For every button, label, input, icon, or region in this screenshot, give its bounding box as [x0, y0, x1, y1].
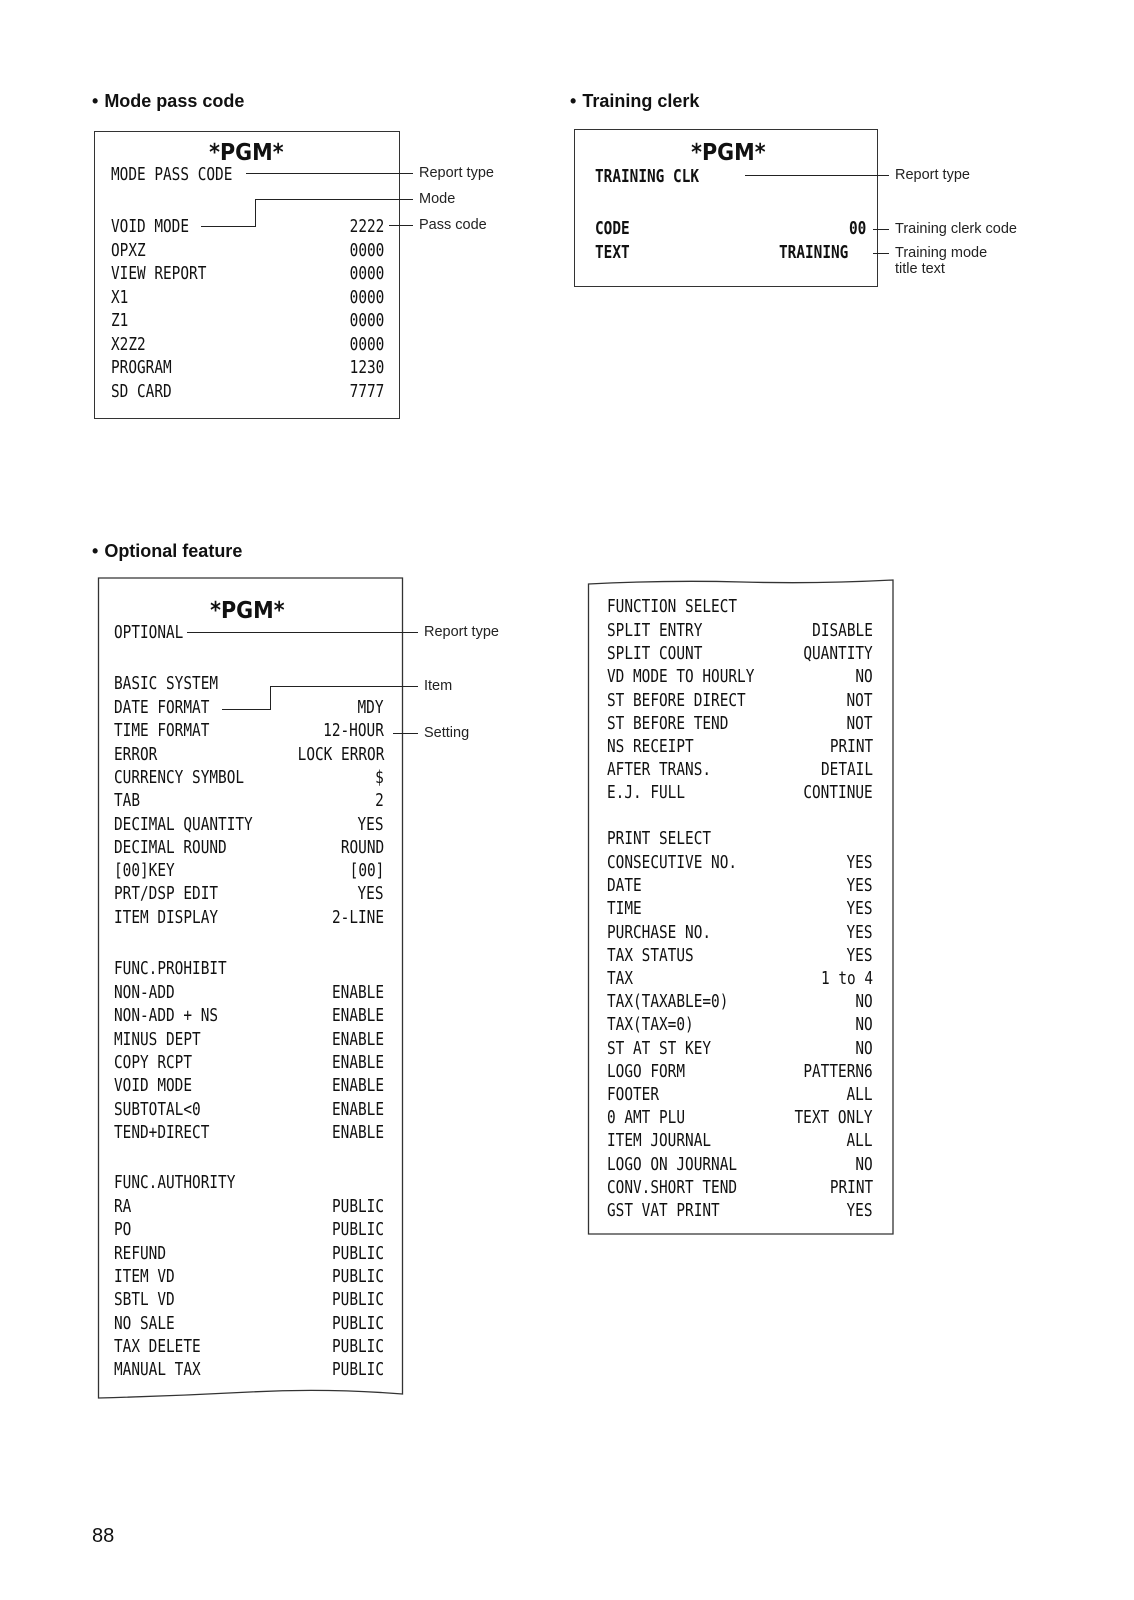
- row-value: QUANTITY: [803, 643, 873, 665]
- row-value: 0000: [349, 263, 384, 284]
- row-label: VIEW REPORT: [111, 263, 207, 284]
- receipt-row: [114, 882, 384, 905]
- row-label: FOOTER: [607, 1084, 660, 1105]
- row-label: CONSECUTIVE NO.: [607, 852, 738, 873]
- row-label: TAX STATUS: [607, 944, 694, 966]
- row-value: 1 to 4: [820, 968, 873, 989]
- receipt-row: [607, 781, 873, 804]
- row-label: NS RECEIPT: [607, 736, 694, 757]
- training-code-label: CODE: [595, 218, 630, 239]
- training-text-label: TEXT: [595, 242, 630, 263]
- receipt-row: [114, 1312, 384, 1335]
- row-label: ERROR: [114, 743, 158, 765]
- annotation-pass-code: Pass code: [419, 217, 487, 233]
- row-value: ENABLE: [331, 1005, 384, 1027]
- receipt-row: [607, 689, 873, 712]
- row-label: PRT/DSP EDIT: [114, 883, 219, 905]
- row-value: 0000: [349, 286, 384, 308]
- row-label: SUBTOTAL<0: [114, 1098, 201, 1120]
- row-label: MINUS DEPT: [114, 1028, 201, 1050]
- row-value: PATTERN6: [803, 1060, 873, 1082]
- row-label: SBTL VD: [114, 1289, 175, 1311]
- row-label: VOID MODE: [111, 216, 190, 237]
- row-value: YES: [846, 852, 873, 873]
- row-label: VOID MODE: [114, 1075, 193, 1097]
- print-select-title: PRINT SELECT: [607, 828, 712, 849]
- row-label: E.J. FULL: [607, 782, 686, 804]
- row-label: DATE FORMAT: [114, 697, 210, 718]
- training-code-value: 00: [849, 218, 867, 239]
- row-value: NOT: [846, 712, 873, 734]
- pgm-title: *PGM*: [209, 140, 284, 166]
- basic-system-title: BASIC SYSTEM: [114, 673, 219, 694]
- row-value: MDY: [357, 697, 384, 718]
- row-label: TIME FORMAT: [114, 720, 210, 742]
- annotation-setting: Setting: [424, 725, 470, 741]
- receipt-row: [607, 1013, 873, 1036]
- row-value: ENABLE: [331, 982, 384, 1003]
- receipt-row: [114, 836, 384, 859]
- receipt-row: [114, 1121, 384, 1144]
- receipt-row: [607, 1176, 873, 1199]
- receipt-row: [607, 1153, 873, 1176]
- row-label: DECIMAL QUANTITY: [114, 813, 253, 835]
- receipt-row: [114, 766, 384, 789]
- row-label: 0 AMT PLU: [607, 1107, 686, 1129]
- row-label: Z1: [111, 310, 129, 331]
- row-value: NO: [855, 1153, 873, 1175]
- row-label: TAX: [607, 968, 634, 989]
- row-value: PUBLIC: [331, 1242, 384, 1264]
- row-value: YES: [846, 944, 873, 966]
- row-value: NO: [855, 666, 873, 688]
- row-value: NO: [855, 1014, 873, 1036]
- receipt-row: [607, 619, 873, 642]
- row-label: TAX DELETE: [114, 1335, 201, 1357]
- receipt-row: [114, 743, 384, 766]
- receipt-row: [607, 712, 873, 735]
- row-label: SD CARD: [111, 380, 172, 402]
- row-value: ENABLE: [331, 1121, 384, 1143]
- row-label: NO SALE: [114, 1312, 175, 1334]
- row-label: ITEM JOURNAL: [607, 1130, 712, 1152]
- continuation-receipt: [589, 584, 895, 1234]
- row-label: ST BEFORE TEND: [607, 712, 729, 734]
- row-value: PUBLIC: [331, 1219, 384, 1241]
- row-label: ST AT ST KEY: [607, 1037, 712, 1059]
- row-label: SPLIT ENTRY: [607, 620, 703, 641]
- row-label: [00]KEY: [114, 860, 175, 882]
- optional-report-type: OPTIONAL: [114, 622, 184, 643]
- receipt-row: [111, 239, 384, 262]
- annotation-title-text: Training mode title text: [895, 245, 988, 277]
- row-value: PRINT: [829, 1176, 873, 1198]
- row-value: YES: [846, 875, 873, 897]
- receipt-row: [607, 874, 873, 897]
- receipt-row: [607, 1199, 873, 1222]
- pgm-title: *PGM*: [210, 598, 285, 624]
- row-value: YES: [846, 898, 873, 920]
- row-label: X1: [111, 286, 129, 308]
- receipt-row: [607, 944, 873, 967]
- receipt-row: [111, 309, 384, 332]
- row-label: TAX(TAXABLE=0): [607, 991, 729, 1013]
- row-value: 2222: [349, 216, 384, 237]
- row-label: OPXZ: [111, 239, 146, 261]
- row-label: DATE: [607, 875, 642, 897]
- row-value: YES: [357, 813, 384, 835]
- row-label: VD MODE TO HOURLY: [607, 666, 755, 688]
- receipt-row: [114, 1051, 384, 1074]
- annotation-report-type: Report type: [419, 165, 494, 181]
- row-value: PUBLIC: [331, 1335, 384, 1357]
- receipt-row: [111, 356, 384, 379]
- receipt-row: [114, 1195, 384, 1218]
- row-value: PUBLIC: [331, 1289, 384, 1311]
- receipt-row: [114, 1288, 384, 1311]
- row-value: ENABLE: [331, 1098, 384, 1120]
- row-label: ITEM VD: [114, 1265, 175, 1287]
- annotation-item: Item: [424, 678, 453, 694]
- receipt-row: [114, 906, 384, 929]
- row-value: DETAIL: [820, 759, 873, 781]
- receipt-row: [111, 380, 384, 403]
- row-label: TAX(TAX=0): [607, 1014, 694, 1036]
- receipt-row: [114, 1098, 384, 1121]
- receipt-row: [607, 1060, 873, 1083]
- row-label: CONV.SHORT TEND: [607, 1176, 738, 1198]
- row-value: TEXT ONLY: [794, 1107, 873, 1129]
- row-label: TEND+DIRECT: [114, 1121, 210, 1143]
- optional-heading: • Optional feature: [92, 541, 243, 561]
- receipt-row: [114, 981, 384, 1004]
- row-value: ENABLE: [331, 1051, 384, 1073]
- row-value: ALL: [846, 1130, 873, 1152]
- row-value: 0000: [349, 333, 384, 355]
- receipt-row: [607, 897, 873, 920]
- row-value: 0000: [349, 310, 384, 331]
- row-label: ST BEFORE DIRECT: [607, 689, 746, 711]
- row-value: CONTINUE: [803, 782, 873, 804]
- receipt-row: [607, 967, 873, 990]
- row-label: LOGO ON JOURNAL: [607, 1153, 738, 1175]
- receipt-row: [114, 1358, 384, 1381]
- receipt-row: [114, 1335, 384, 1358]
- row-label: MANUAL TAX: [114, 1359, 201, 1381]
- annotation-report-type: Report type: [424, 624, 499, 640]
- training-report-type: TRAINING CLK: [595, 166, 700, 187]
- row-value: NO: [855, 1037, 873, 1059]
- receipt-row: [607, 851, 873, 874]
- row-value: ENABLE: [331, 1028, 384, 1050]
- receipt-row: [607, 1129, 873, 1152]
- receipt-row: [114, 696, 384, 719]
- row-label: X2Z2: [111, 333, 146, 355]
- row-label: SPLIT COUNT: [607, 643, 703, 665]
- row-value: PUBLIC: [331, 1359, 384, 1381]
- row-value: ROUND: [340, 836, 384, 858]
- row-value: PUBLIC: [331, 1265, 384, 1287]
- func-authority-title: FUNC.AUTHORITY: [114, 1172, 236, 1193]
- receipt-row: [607, 735, 873, 758]
- row-label: RA: [114, 1196, 132, 1217]
- row-label: ITEM DISPLAY: [114, 906, 219, 928]
- row-value: 0000: [349, 239, 384, 261]
- receipt-row: [607, 758, 873, 781]
- receipt-row: [114, 1218, 384, 1241]
- annotation-mode: Mode: [419, 191, 456, 207]
- row-label: LOGO FORM: [607, 1060, 686, 1082]
- row-value: [00]: [349, 860, 384, 882]
- receipt-row: [607, 665, 873, 688]
- row-label: NON-ADD: [114, 982, 175, 1003]
- row-label: PURCHASE NO.: [607, 921, 712, 943]
- annotation-clerk-code: Training clerk code: [895, 221, 1017, 237]
- row-value: ALL: [846, 1084, 873, 1105]
- row-value: DISABLE: [812, 620, 873, 641]
- receipt-row: [607, 990, 873, 1013]
- training-heading: • Training clerk: [570, 91, 700, 111]
- row-value: YES: [846, 1200, 873, 1221]
- row-value: YES: [357, 883, 384, 905]
- row-label: GST VAT PRINT: [607, 1200, 720, 1221]
- receipt-row: [114, 859, 384, 882]
- receipt-row: [114, 1028, 384, 1051]
- row-label: PO: [114, 1219, 132, 1241]
- row-label: NON-ADD + NS: [114, 1005, 219, 1027]
- row-value: $: [375, 766, 384, 788]
- function-select-title: FUNCTION SELECT: [607, 596, 738, 617]
- row-label: COPY RCPT: [114, 1051, 193, 1073]
- receipt-row: [114, 789, 384, 812]
- receipt-row: [607, 921, 873, 944]
- row-label: DECIMAL ROUND: [114, 836, 227, 858]
- receipt-row: [114, 719, 384, 742]
- row-value: PUBLIC: [331, 1312, 384, 1334]
- mode-pass-heading: • Mode pass code: [92, 91, 245, 111]
- annotation-report-type: Report type: [895, 167, 970, 183]
- row-value: PUBLIC: [331, 1196, 384, 1217]
- receipt-row: [607, 1083, 873, 1106]
- row-label: AFTER TRANS.: [607, 759, 712, 781]
- row-label: TIME: [607, 898, 642, 920]
- row-label: TAB: [114, 790, 141, 812]
- row-label: CURRENCY SYMBOL: [114, 766, 245, 788]
- receipt-row: [114, 1074, 384, 1097]
- receipt-row: [114, 1242, 384, 1265]
- row-value: 12-HOUR: [323, 720, 384, 742]
- optional-receipt: [98, 578, 404, 1398]
- pgm-title: *PGM*: [691, 140, 766, 166]
- row-value: LOCK ERROR: [297, 743, 384, 765]
- row-label: REFUND: [114, 1242, 167, 1264]
- row-value: PRINT: [829, 736, 873, 757]
- row-value: NO: [855, 991, 873, 1013]
- receipt-row: [607, 1106, 873, 1129]
- page-number: 88: [92, 1525, 115, 1547]
- receipt-row: [111, 333, 384, 356]
- receipt-row: [111, 286, 384, 309]
- training-text-value: TRAINING: [779, 242, 849, 263]
- receipt-row: [607, 642, 873, 665]
- mode-pass-report-type: MODE PASS CODE: [111, 164, 233, 185]
- row-value: 2-LINE: [331, 906, 384, 928]
- receipt-row: [114, 1004, 384, 1027]
- row-value: 2: [375, 790, 384, 812]
- receipt-row: [114, 1265, 384, 1288]
- training-receipt: [574, 129, 878, 287]
- row-label: PROGRAM: [111, 357, 172, 378]
- row-value: 1230: [349, 357, 384, 378]
- row-value: ENABLE: [331, 1075, 384, 1097]
- row-value: 7777: [349, 380, 384, 402]
- receipt-row: [114, 813, 384, 836]
- receipt-row: [607, 1037, 873, 1060]
- receipt-row: [111, 262, 384, 285]
- mode-pass-receipt: [94, 131, 400, 419]
- row-value: YES: [846, 921, 873, 943]
- row-value: NOT: [846, 689, 873, 711]
- func-prohibit-title: FUNC.PROHIBIT: [114, 958, 227, 979]
